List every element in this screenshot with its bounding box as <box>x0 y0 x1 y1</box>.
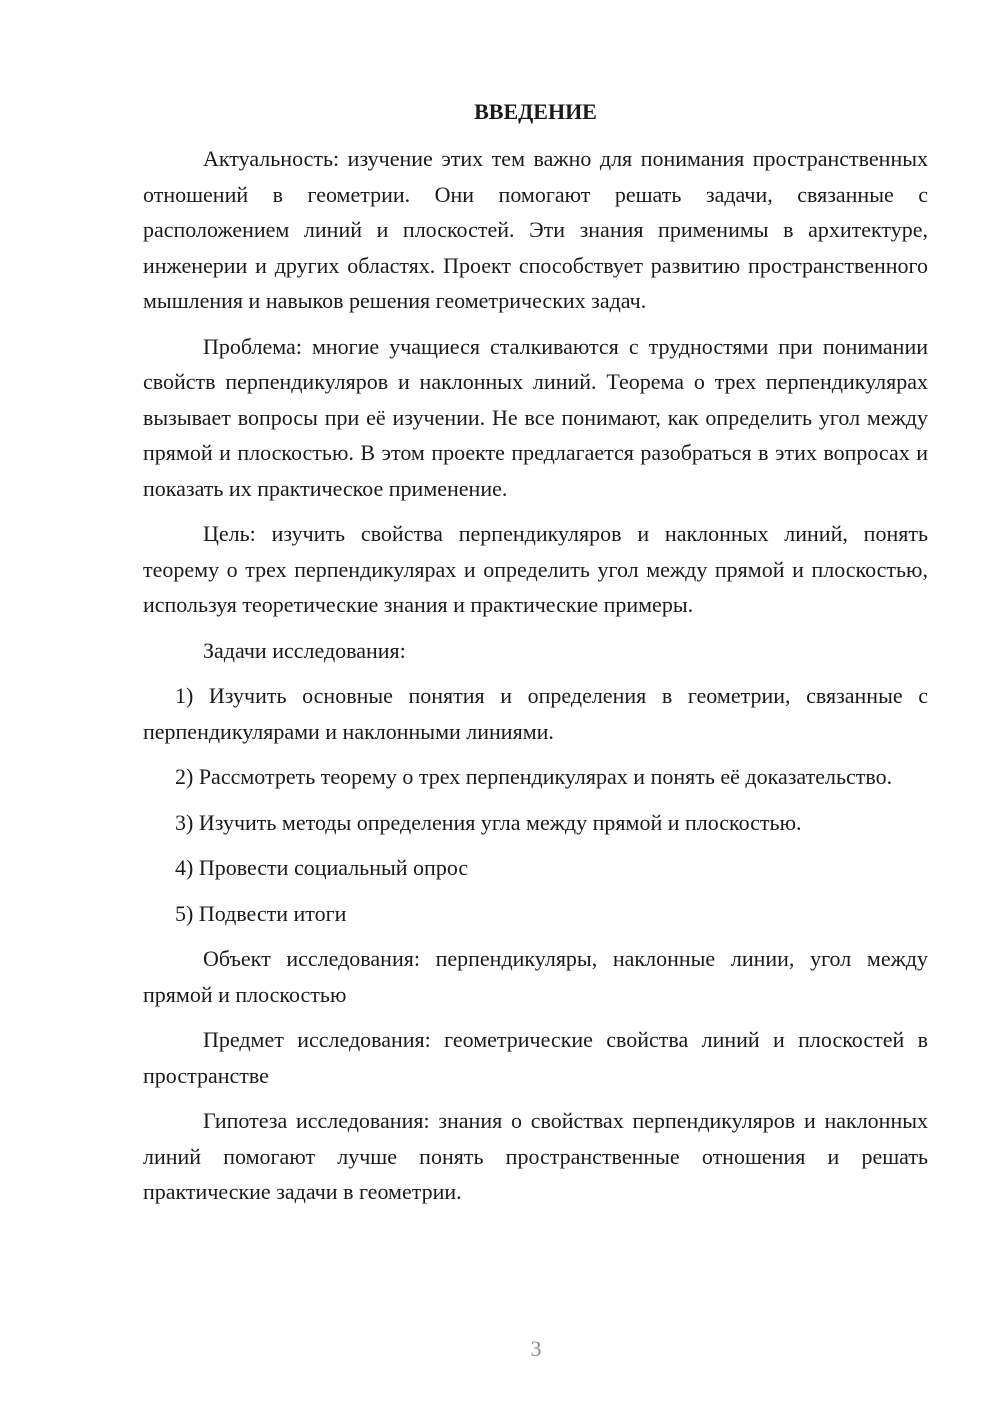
page-number: 3 <box>530 1336 542 1361</box>
paragraph-object: Объект исследования: перпендикуляры, наклонные линии, угол между прямой и плоскостью <box>143 946 928 1007</box>
task-item-5: 5) Подвести итоги <box>175 900 347 926</box>
document-body <box>143 94 928 1220</box>
paragraph-subject: Предмет исследования: геометрические свойства линий и плоскостей в пространстве <box>143 1027 928 1088</box>
page-title: ВВЕДЕНИЕ <box>474 99 597 124</box>
paragraph-relevance: Актуальность: изучение этих тем важно для понимания пространственных отношений в геометрии. Они помогают решать задачи, связанные с расположением линий и плоскостей. Эти знания применимы в архитектуре, инженерии и других областях. Проект способствует развитию пространственного мышления и навыков решения геометрических задач. <box>143 146 928 313</box>
task-item-2: 2) Рассмотреть теорему о трех перпендикулярах и понять её доказательство. <box>175 764 893 789</box>
paragraph-problem: Проблема: многие учащиеся сталкиваются с трудностями при понимании свойств перпендикуляров и наклонных линий. Теорема о трех перпендикулярах вызывает вопросы при её изучении. Не все понимают, как определить угол между прямой и плоскостью. В этом проекте предлагается разобраться в этих вопросах и показать их практическое применение. <box>143 333 928 501</box>
paragraph-hypothesis: Гипотеза исследования: знания о свойствах перпендикуляров и наклонных линий помогают лучше понять пространственные отношения и решать практические задачи в геометрии. <box>143 1108 928 1204</box>
paragraph-goal: Цель: изучить свойства перпендикуляров и наклонных линий, понять теорему о трех перпендикулярах и определить угол между прямой и плоскостью, используя теоретические знания и практические примеры. <box>143 521 928 617</box>
tasks-heading: Задачи исследования: <box>203 637 406 663</box>
task-item-3: 3) Изучить методы определения угла между прямой и плоскостью. <box>175 809 802 835</box>
task-item-1: 1) Изучить основные понятия и определения в геометрии, связанные с перпендикулярами и наклонными линиями. <box>143 683 928 744</box>
task-item-4: 4) Провести социальный опрос <box>175 855 469 880</box>
